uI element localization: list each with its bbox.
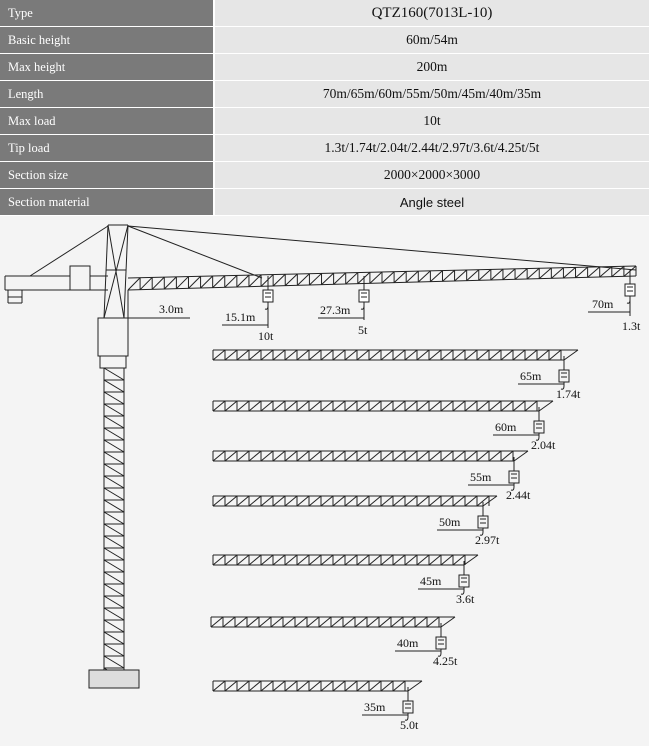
jib-variant-radius: 55m (470, 470, 492, 484)
jib-variant (211, 617, 455, 656)
jib-variant-radius: 35m (364, 700, 386, 714)
spec-row-section-material (0, 189, 649, 216)
hook-1 (263, 276, 273, 309)
main-jib (128, 266, 636, 290)
tower-head (104, 225, 128, 318)
load-label-3: 1.3t (622, 319, 641, 333)
spec-label: Tip load (0, 135, 214, 162)
spec-label: Section material (0, 189, 214, 216)
tower-mast (104, 368, 124, 680)
spec-row-basic-height (0, 27, 649, 54)
spec-value: Angle steel (214, 189, 649, 216)
spec-value: 60m/54m (214, 27, 649, 54)
spec-label: Type (0, 0, 214, 27)
spec-value: 10t (214, 108, 649, 135)
jib-variant (213, 681, 422, 720)
jib-variant-radius: 50m (439, 515, 461, 529)
jib-variant-radius: 40m (397, 636, 419, 650)
spec-table (0, 0, 649, 216)
jib-variant-load: 4.25t (433, 654, 458, 668)
spec-row-length (0, 81, 649, 108)
counter-jib (5, 266, 108, 303)
rear-tie-bar (30, 226, 108, 276)
spec-label: Basic height (0, 27, 214, 54)
jib-variant-radius: 45m (420, 574, 442, 588)
front-tie-bar (128, 226, 636, 270)
radius-label-2: 27.3m (320, 303, 351, 317)
foundation-block (89, 670, 139, 688)
jib-variant-load: 2.97t (475, 533, 500, 547)
spec-value: 200m (214, 54, 649, 81)
crane-diagram (0, 216, 649, 746)
spec-label: Max height (0, 54, 214, 81)
spec-row-max-load (0, 108, 649, 135)
jib-variant-load: 1.74t (556, 387, 581, 401)
mid-tie-bar (128, 226, 262, 278)
jib-variant-radius: 65m (520, 369, 542, 383)
counter-jib-label: 3.0m (159, 302, 184, 316)
operator-cab (98, 318, 128, 356)
spec-row-tip-load (0, 135, 649, 162)
jib-variant-load: 3.6t (456, 592, 475, 606)
radius-label-1: 15.1m (225, 310, 256, 324)
load-label-1: 10t (258, 329, 274, 343)
hook-3 (625, 270, 635, 303)
spec-label: Section size (0, 162, 214, 189)
spec-row-type (0, 0, 649, 27)
spec-value: QTZ160(7013L-10) (214, 0, 649, 27)
spec-label: Length (0, 81, 214, 108)
slewing-unit (100, 356, 126, 368)
jib-variant-radius: 60m (495, 420, 517, 434)
radius-label-3: 70m (592, 297, 614, 311)
spec-label: Max load (0, 108, 214, 135)
jib-variant-load: 2.44t (506, 488, 531, 502)
load-label-2: 5t (358, 323, 368, 337)
spec-value: 1.3t/1.74t/2.04t/2.44t/2.97t/3.6t/4.25t/5t (214, 135, 649, 162)
spec-value: 70m/65m/60m/55m/50m/45m/40m/35m (214, 81, 649, 108)
spec-row-section-size (0, 162, 649, 189)
spec-value: 2000×2000×3000 (214, 162, 649, 189)
jib-variant-load: 2.04t (531, 438, 556, 452)
spec-row-max-height (0, 54, 649, 81)
jib-variant-load: 5.0t (400, 718, 419, 732)
